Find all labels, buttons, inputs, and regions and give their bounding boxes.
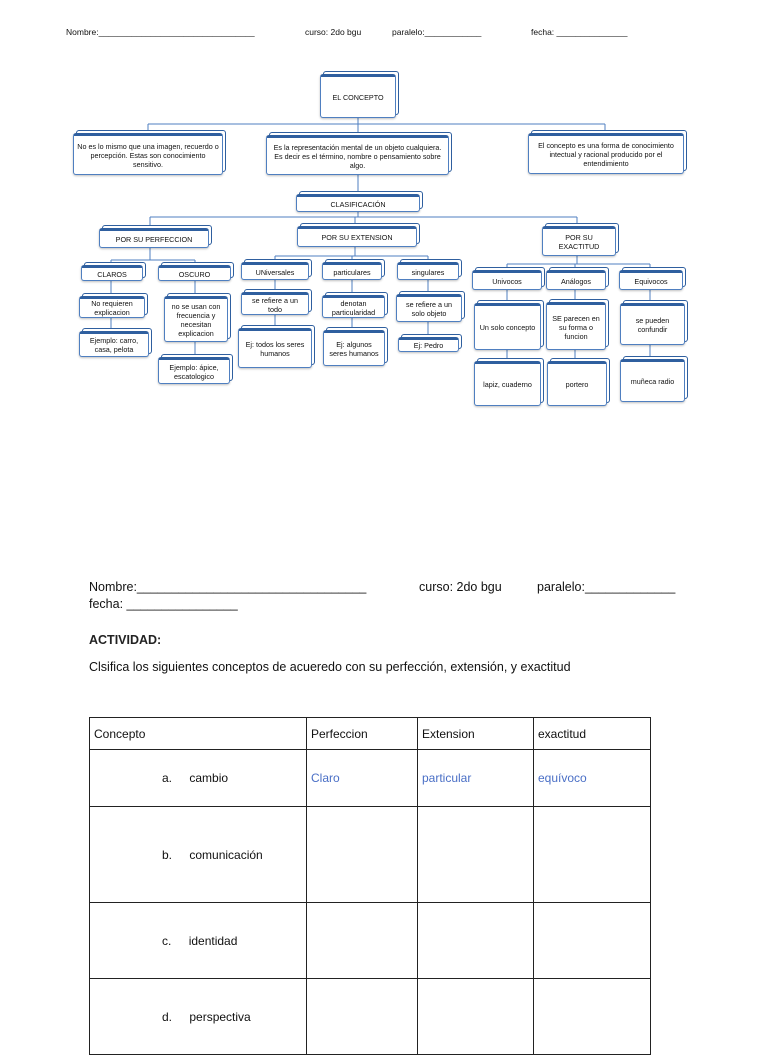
por-su-perfeccion-box: POR SU PERFECCION bbox=[99, 228, 209, 248]
equivocos-definition-box: se pueden confundir bbox=[620, 303, 685, 345]
definition-left-box: No es lo mismo que una imagen, recuerdo o percepción. Estas son conocimiento sensitivo. bbox=[73, 133, 223, 175]
extension-cell[interactable]: particular bbox=[418, 750, 534, 807]
root-concept-box: EL CONCEPTO bbox=[320, 74, 396, 118]
column-header-concepto: Concepto bbox=[90, 718, 307, 750]
concept-name: cambio bbox=[189, 771, 229, 785]
claros-definition-box: No requieren explicacion bbox=[79, 296, 145, 318]
exactitud-cell[interactable]: equívoco bbox=[534, 750, 651, 807]
perfeccion-cell[interactable]: Claro bbox=[307, 750, 418, 807]
perfeccion-cell[interactable] bbox=[307, 903, 418, 979]
worksheet-nombre: Nombre:_________________________________ bbox=[89, 580, 367, 594]
particulares-box: particulares bbox=[322, 262, 382, 280]
column-header-extension: Extension bbox=[418, 718, 534, 750]
worksheet-curso: curso: 2do bgu bbox=[419, 580, 502, 594]
instruction-text: Clsifica los siguientes conceptos de acueredo con su perfección, extensión, y exactitud bbox=[89, 660, 571, 674]
equivocos-box: Equivocos bbox=[619, 270, 683, 290]
exactitud-cell[interactable] bbox=[534, 979, 651, 1055]
concept-cell bbox=[90, 807, 307, 903]
particulares-example-box: Ej: algunos seres humanos bbox=[323, 330, 385, 366]
univocos-definition-box: Un solo concepto bbox=[474, 303, 541, 350]
concept-cell bbox=[90, 750, 307, 807]
equivocos-example-box: muñeca radio bbox=[620, 359, 685, 402]
oscuro-box: OSCURO bbox=[158, 265, 231, 281]
univocos-box: Univocos bbox=[472, 270, 542, 290]
row-letter: b. bbox=[162, 847, 173, 862]
oscuro-definition-box: no se usan con frecuencia y necesitan explicacion bbox=[164, 296, 228, 342]
clasificacion-box: CLASIFICACIÓN bbox=[296, 194, 420, 212]
row-letter: a. bbox=[162, 771, 173, 785]
activity-table bbox=[89, 717, 651, 1055]
table-row bbox=[90, 979, 651, 1055]
actividad-heading: ACTIVIDAD: bbox=[89, 633, 162, 647]
por-su-extension-box: POR SU EXTENSION bbox=[297, 226, 417, 247]
table-header-row bbox=[90, 718, 651, 750]
univocos-example-box: lapiz, cuaderno bbox=[474, 361, 541, 406]
header-fecha: fecha: _______________ bbox=[531, 27, 628, 37]
worksheet-paralelo: paralelo:_____________ bbox=[537, 580, 676, 594]
por-su-exactitud-box: POR SU EXACTITUD bbox=[542, 226, 616, 256]
analogos-box: Análogos bbox=[546, 270, 606, 290]
claros-example-box: Ejemplo: carro, casa, pelota bbox=[79, 331, 149, 357]
extension-cell[interactable] bbox=[418, 807, 534, 903]
oscuro-example-box: Ejemplo: ápice, escatologico bbox=[158, 357, 230, 384]
extension-cell[interactable] bbox=[418, 903, 534, 979]
column-header-perfeccion: Perfeccion bbox=[307, 718, 418, 750]
definition-right-box: El concepto es una forma de conocimiento intectual y racional producido por el entendimiento bbox=[528, 133, 684, 174]
row-letter: d. bbox=[162, 1009, 173, 1024]
table-row bbox=[90, 903, 651, 979]
concept-cell bbox=[90, 979, 307, 1055]
column-header-exactitud: exactitud bbox=[534, 718, 651, 750]
analogos-definition-box: SE parecen en su forma o funcion bbox=[546, 302, 606, 350]
claros-box: CLAROS bbox=[81, 265, 143, 281]
exactitud-cell[interactable] bbox=[534, 807, 651, 903]
extension-cell[interactable] bbox=[418, 979, 534, 1055]
table-row bbox=[90, 807, 651, 903]
header-curso: curso: 2do bgu bbox=[305, 27, 362, 37]
concept-name: comunicación bbox=[189, 847, 263, 862]
perfeccion-cell[interactable] bbox=[307, 979, 418, 1055]
perfeccion-cell[interactable] bbox=[307, 807, 418, 903]
particulares-definition-box: denotan particularidad bbox=[322, 295, 385, 318]
universales-example-box: Ej: todos los seres humanos bbox=[238, 328, 312, 368]
singulares-box: singulares bbox=[397, 262, 459, 280]
worksheet-fecha: fecha: ________________ bbox=[89, 597, 238, 611]
universales-box: UNiversales bbox=[241, 262, 309, 280]
concept-cell bbox=[90, 903, 307, 979]
table-row bbox=[90, 750, 651, 807]
singulares-example-box: Ej: Pedro bbox=[398, 337, 459, 352]
concept-name: perspectiva bbox=[189, 1009, 251, 1024]
header-nombre: Nombre:_________________________________ bbox=[66, 27, 255, 37]
definition-center-box: Es la representación mental de un objeto cualquiera. Es decir es el término, nombre o pensamiento sobre algo. bbox=[266, 135, 449, 175]
exactitud-cell[interactable] bbox=[534, 903, 651, 979]
singulares-definition-box: se refiere a un solo objeto bbox=[396, 294, 462, 322]
universales-definition-box: se refiere a un todo bbox=[241, 292, 309, 315]
concept-name: identidad bbox=[188, 933, 238, 948]
header-paralelo: paralelo:____________ bbox=[392, 27, 482, 37]
analogos-example-box: portero bbox=[547, 361, 607, 406]
row-letter: c. bbox=[162, 933, 172, 948]
